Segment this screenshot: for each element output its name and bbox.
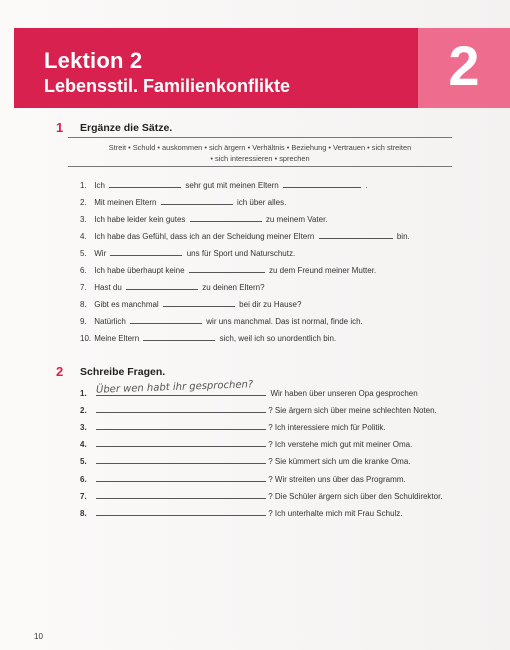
item-number: 7.	[80, 283, 87, 292]
lesson-banner	[14, 28, 510, 108]
exercise-1-item	[80, 265, 376, 277]
exercise-1-item	[80, 333, 336, 345]
answer-blank[interactable]	[283, 180, 361, 188]
item-number: 8.	[80, 509, 87, 518]
word-box-line-2: • sich interessieren • sprechen	[210, 154, 310, 163]
answer-blank[interactable]	[96, 439, 266, 447]
lesson-title: Lektion 2	[44, 48, 143, 73]
answer-blank[interactable]	[130, 316, 202, 324]
item-text: sich, weil ich so unordentlich bin.	[219, 334, 337, 343]
item-text: .	[365, 181, 368, 190]
item-text: zu meinem Vater.	[265, 215, 328, 224]
item-number: 2.	[80, 198, 87, 207]
item-text: uns für Sport und Naturschutz.	[186, 249, 296, 258]
item-text: ? Ich interessiere mich für Politik.	[268, 423, 386, 432]
item-text: bei dir zu Hause?	[239, 300, 302, 309]
exercise-2-number: 2	[56, 364, 64, 379]
exercise-2-item	[80, 422, 386, 434]
exercise-1-number: 1	[56, 120, 64, 135]
item-text: ? Wir streiten uns über das Programm.	[268, 475, 406, 484]
item-text: zu dem Freund meiner Mutter.	[269, 266, 377, 275]
word-box-line-1: Streit • Schuld • auskommen • sich ärgern • Verhältnis • Beziehung • Vertrauen • sich streiten	[108, 143, 412, 152]
answer-blank[interactable]	[96, 491, 266, 499]
item-text: Wir	[94, 249, 107, 258]
exercise-1-item	[80, 316, 363, 328]
item-text: Gibt es manchmal	[94, 300, 159, 309]
item-text: Ich habe leider kein gutes	[94, 215, 186, 224]
answer-blank[interactable]	[319, 231, 393, 239]
exercise-1-item	[80, 282, 265, 294]
answer-blank[interactable]	[109, 180, 181, 188]
answer-blank[interactable]	[161, 197, 233, 205]
item-text: ? Sie kümmert sich um die kranke Oma.	[268, 457, 411, 466]
lesson-subtitle: Lebensstil. Familienkonflikte	[44, 76, 291, 96]
item-text: Wir haben über unseren Opa gesprochen	[270, 389, 418, 398]
exercise-2-title: Schreibe Fragen.	[80, 366, 166, 378]
answer-blank[interactable]	[96, 388, 266, 396]
answer-blank[interactable]	[189, 265, 265, 273]
item-text: Ich	[94, 181, 105, 190]
exercise-2-item	[80, 405, 437, 417]
answer-blank[interactable]	[190, 214, 262, 222]
exercise-1-item	[80, 214, 328, 226]
item-text: ? Ich verstehe mich gut mit meiner Oma.	[268, 440, 413, 449]
item-number: 4.	[80, 232, 87, 241]
answer-blank[interactable]	[143, 333, 215, 341]
item-number: 4.	[80, 440, 87, 449]
answer-blank[interactable]	[163, 299, 235, 307]
lesson-number: 2	[448, 34, 480, 97]
exercise-2-item	[80, 508, 403, 520]
item-text: Hast du	[94, 283, 122, 292]
item-text: sehr gut mit meinen Eltern	[185, 181, 279, 190]
item-text: Ich habe überhaupt keine	[94, 266, 185, 275]
item-number: 3.	[80, 215, 87, 224]
item-number: 1.	[80, 389, 87, 398]
item-text: zu deinen Eltern?	[202, 283, 265, 292]
item-number: 3.	[80, 423, 87, 432]
item-number: 8.	[80, 300, 87, 309]
exercise-2-item	[80, 491, 443, 503]
item-text: Mit meinen Eltern	[94, 198, 157, 207]
item-text: Ich habe das Gefühl, dass ich an der Scheidung meiner Eltern	[94, 232, 315, 241]
item-text: ? Die Schüler ärgern sich über den Schuldirektor.	[268, 492, 443, 501]
exercise-2-item	[80, 388, 418, 400]
item-number: 9.	[80, 317, 87, 326]
item-text: ? Sie ärgern sich über meine schlechten Noten.	[268, 406, 437, 415]
answer-blank[interactable]	[96, 422, 266, 430]
exercise-1-item	[80, 248, 295, 260]
item-text: wir uns manchmal. Das ist normal, finde ich.	[206, 317, 363, 326]
item-number: 2.	[80, 406, 87, 415]
answer-blank[interactable]	[96, 405, 266, 413]
exercise-1-title: Ergänze die Sätze.	[80, 122, 173, 134]
item-text: Meine Eltern	[94, 334, 140, 343]
handwritten-answer: Über wen habt ihr gesprochen?	[95, 379, 254, 396]
page-number: 10	[34, 632, 43, 641]
exercise-2-item	[80, 474, 406, 486]
answer-blank[interactable]	[96, 508, 266, 516]
word-box	[68, 137, 452, 167]
answer-blank[interactable]	[96, 474, 266, 482]
item-number: 6.	[80, 475, 87, 484]
exercise-1-item	[80, 197, 286, 209]
exercise-1-item	[80, 231, 410, 243]
item-number: 5.	[80, 249, 87, 258]
exercise-1-item	[80, 180, 367, 192]
item-text: ich über alles.	[236, 198, 287, 207]
item-number: 6.	[80, 266, 87, 275]
answer-blank[interactable]	[126, 282, 198, 290]
answer-blank[interactable]	[110, 248, 182, 256]
item-number: 5.	[80, 457, 87, 466]
item-text: bin.	[396, 232, 410, 241]
item-number: 10.	[80, 334, 92, 343]
item-number: 7.	[80, 492, 87, 501]
answer-blank[interactable]	[96, 456, 266, 464]
exercise-2-item	[80, 439, 412, 451]
item-text: Natürlich	[94, 317, 126, 326]
exercise-1-item	[80, 299, 301, 311]
exercise-2-item	[80, 456, 411, 468]
item-number: 1.	[80, 181, 87, 190]
item-text: ? Ich unterhalte mich mit Frau Schulz.	[268, 509, 403, 518]
